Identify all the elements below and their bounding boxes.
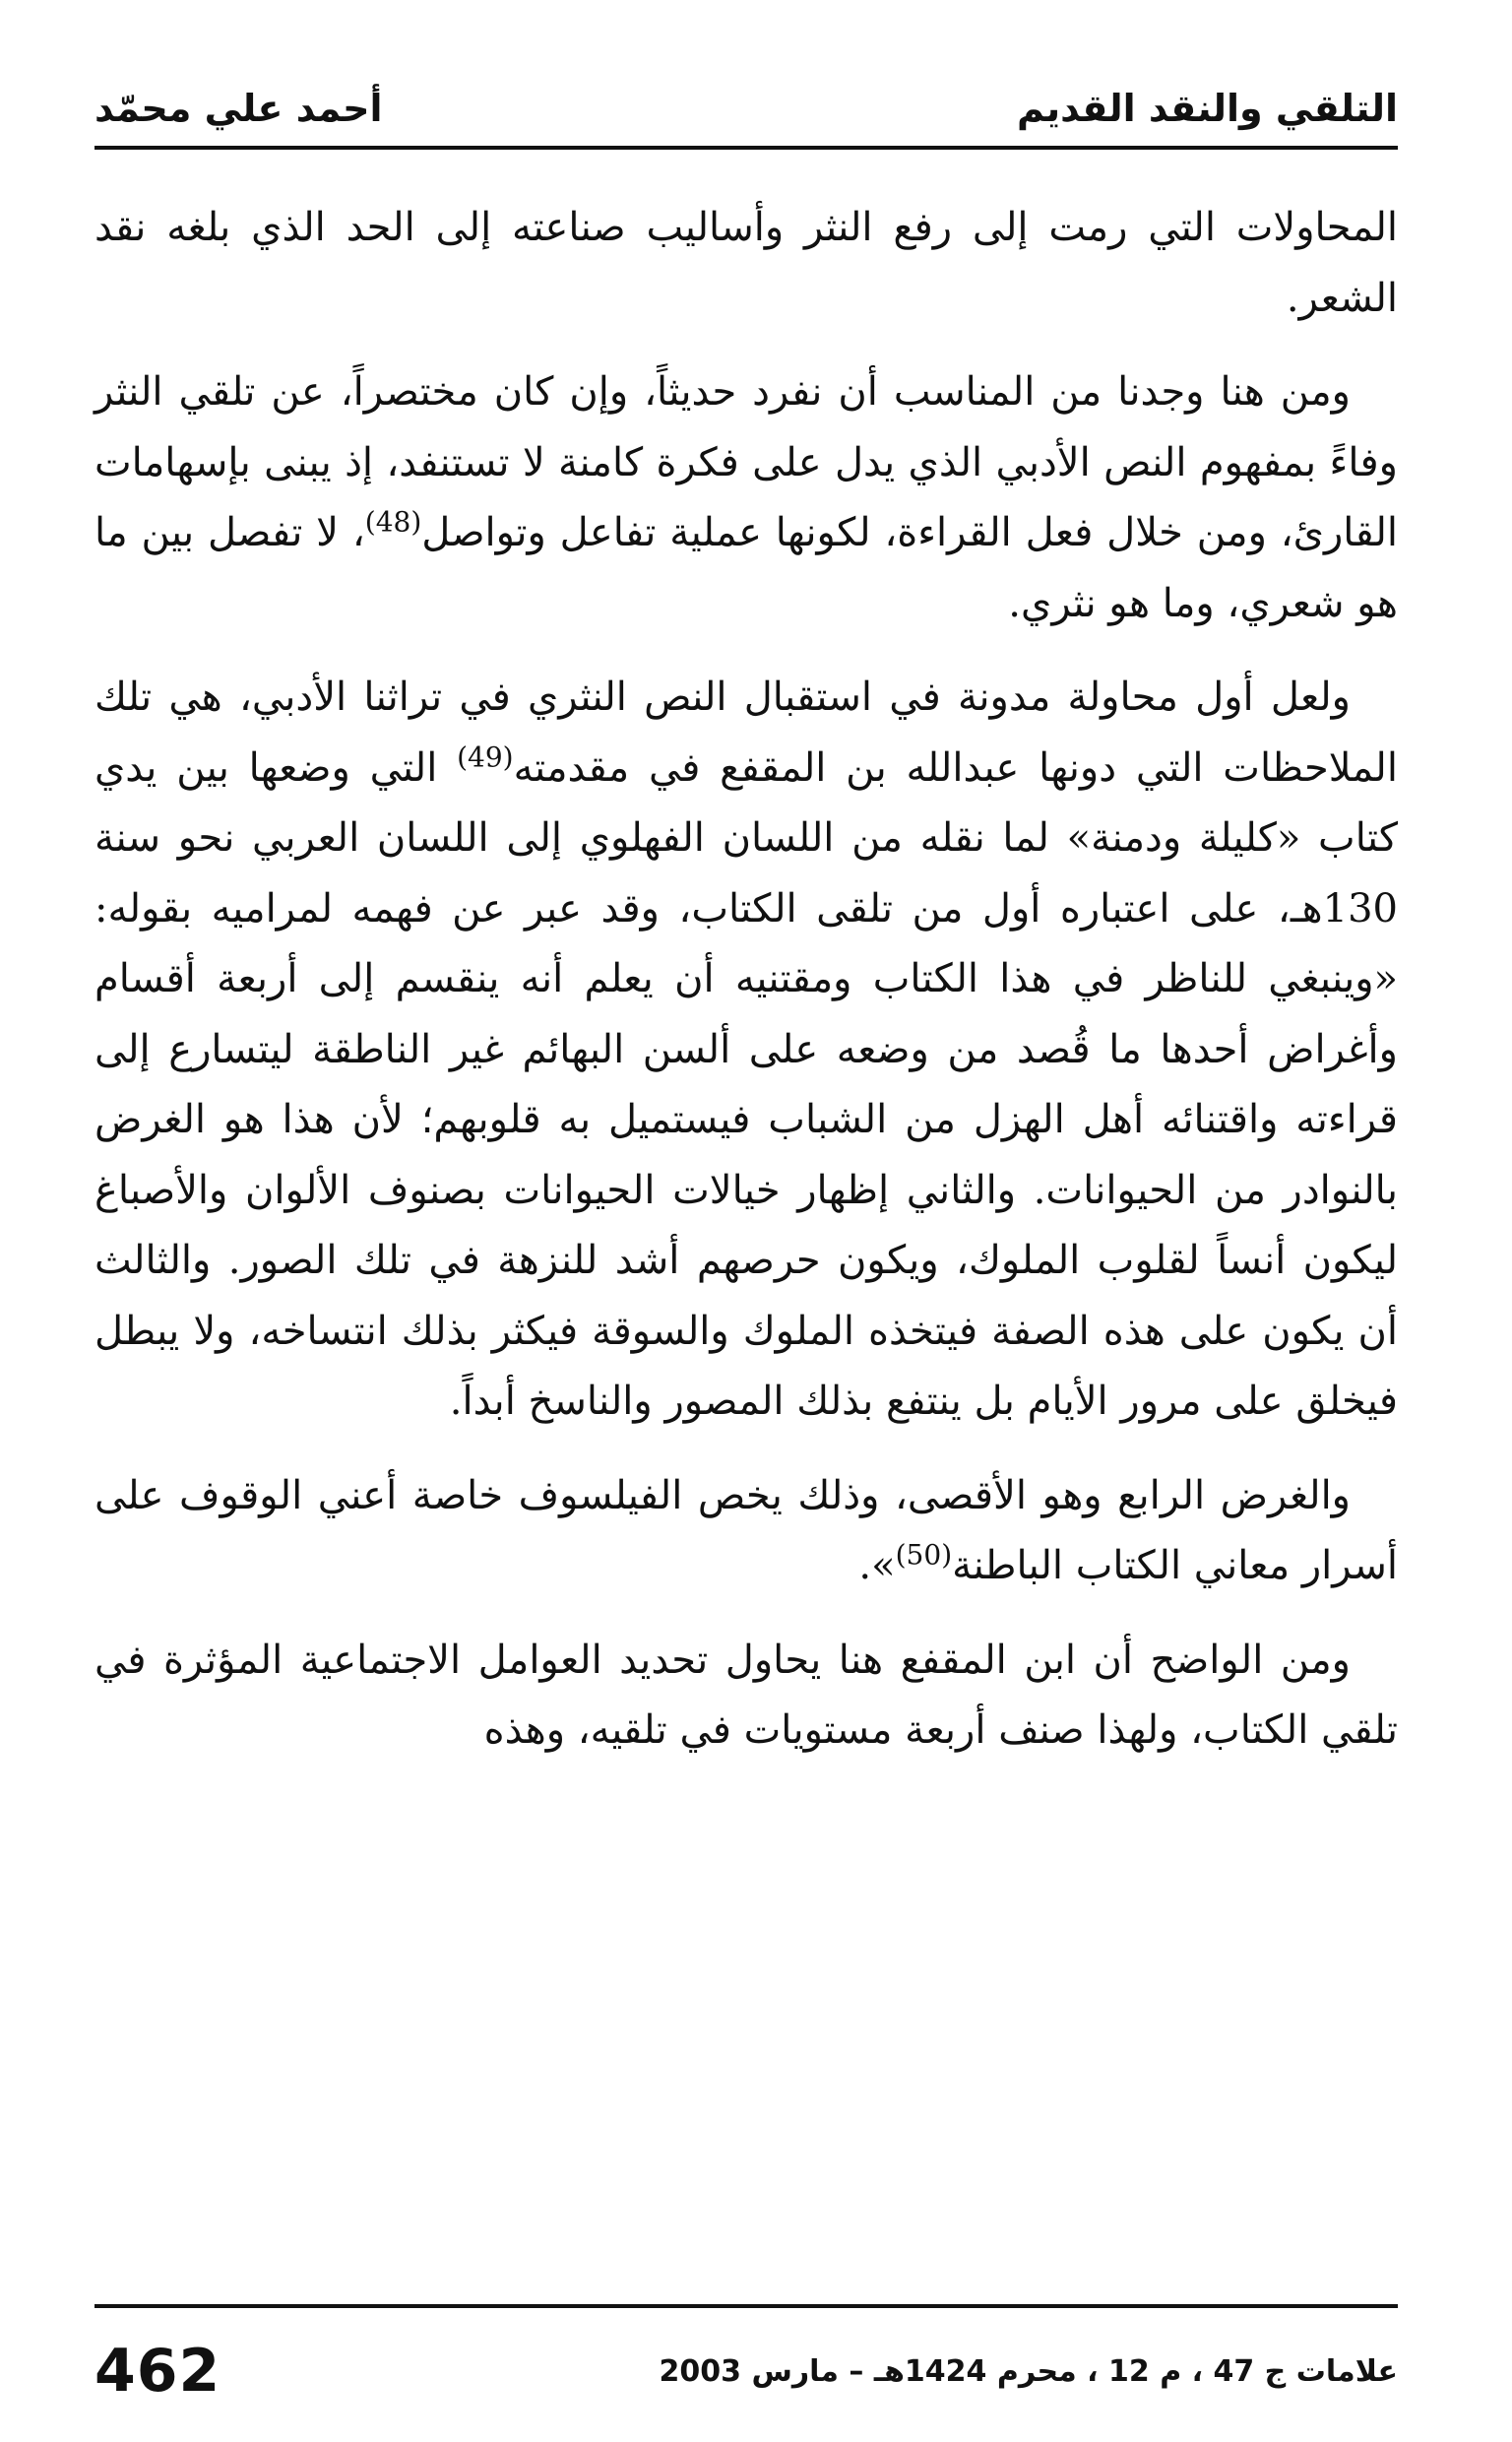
paragraph-text: ، لا تفصل بين ما هو شعري، وما هو نثري. xyxy=(94,510,1398,626)
header-rule xyxy=(94,146,1398,150)
running-footer xyxy=(94,2332,1398,2410)
footer-rule xyxy=(94,2304,1398,2308)
header-author: أحمد علي محمّد xyxy=(94,87,383,130)
paragraph-5 xyxy=(94,1626,1398,1767)
paragraph-text: والغرض الرابع وهو الأقصى، وذلك يخص الفيلسوف خاصة أعني الوقوف على أسرار معاني الكتاب الباطنة xyxy=(94,1472,1398,1588)
paragraph-text: ولعل أول محاولة مدونة في استقبال النص النثري في تراثنا الأدبي، هي تلك الملاحظات التي دونها عبدالله بن المقفع في مقدمته xyxy=(94,675,1398,791)
paragraph-text: التي وضعها بين يدي كتاب «كليلة ودمنة» لما نقله من اللسان الفهلوي إلى اللسان العربي نحو سنة 130هـ، على اعتباره أول من تلقى الكتاب، وقد عبر عن فهمه لمراميه بقوله: «وينبغي للناظر في هذا الكتاب ومقتنيه أن يعلم أنه ينقسم إلى أربعة أقسام وأغراض أحدها ما قُصد من وضعه على ألسن البهائم غير الناطقة ليتسارع إلى قراءته واقتنائه أهل الهزل من الشباب فيستميل به قلوبهم؛ لأن هذا هو الغرض بالنوادر من الحيوانات. والثاني إظهار خيالات الحيوانات بصنوف الألوان والأصباغ ليكون أنساً لقلوب الملوك، ويكون حرصهم أشد للنزهة في تلك الصور. والثالث أن يكون على هذه الصفة فيتخذه الملوك والسوقة فيكثر بذلك انتساخه، ولا يبطل فيخلق على مرور الأيام بل ينتفع بذلك المصور والناسخ أبداً. xyxy=(94,744,1398,1424)
paragraph-4 xyxy=(94,1461,1398,1602)
paragraph-2 xyxy=(94,357,1398,639)
footnote-marker-49: (49) xyxy=(457,740,514,774)
body-text xyxy=(94,193,1398,1790)
running-header xyxy=(94,61,1398,130)
header-book-title: التلقي والنقد القديم xyxy=(1017,87,1398,130)
footnote-marker-48: (48) xyxy=(364,505,422,539)
paragraph-text: المحاولات التي رمت إلى رفع النثر وأساليب صناعته إلى الحد الذي بلغه نقد الشعر. xyxy=(94,205,1398,321)
paragraph-text: ومن هنا وجدنا من المناسب أن نفرد حديثاً، وإن كان مختصراً، عن تلقي النثر وفاءً بمفهوم النص الأدبي الذي يدل على فكرة كامنة لا تستنفد، إذ يبنى بإسهامات القارئ، ومن خلال فعل القراءة، لكونها عملية تفاعل وتواصل xyxy=(94,369,1398,555)
footnote-marker-50: (50) xyxy=(895,1538,953,1572)
paragraph-text: ومن الواضح أن ابن المقفع هنا يحاول تحديد العوامل الاجتماعية المؤثرة في تلقي الكتاب، ولهذا صنف أربعة مستويات في تلقيه، وهذه xyxy=(94,1637,1398,1753)
page-number: 462 xyxy=(94,2337,221,2406)
paragraph-text: ». xyxy=(858,1543,896,1588)
paragraph-1 xyxy=(94,193,1398,334)
paragraph-3 xyxy=(94,663,1398,1438)
journal-info: علامات ج 47 ، م 12 ، محرم 1424هـ – مارس 2003 xyxy=(659,2353,1398,2389)
